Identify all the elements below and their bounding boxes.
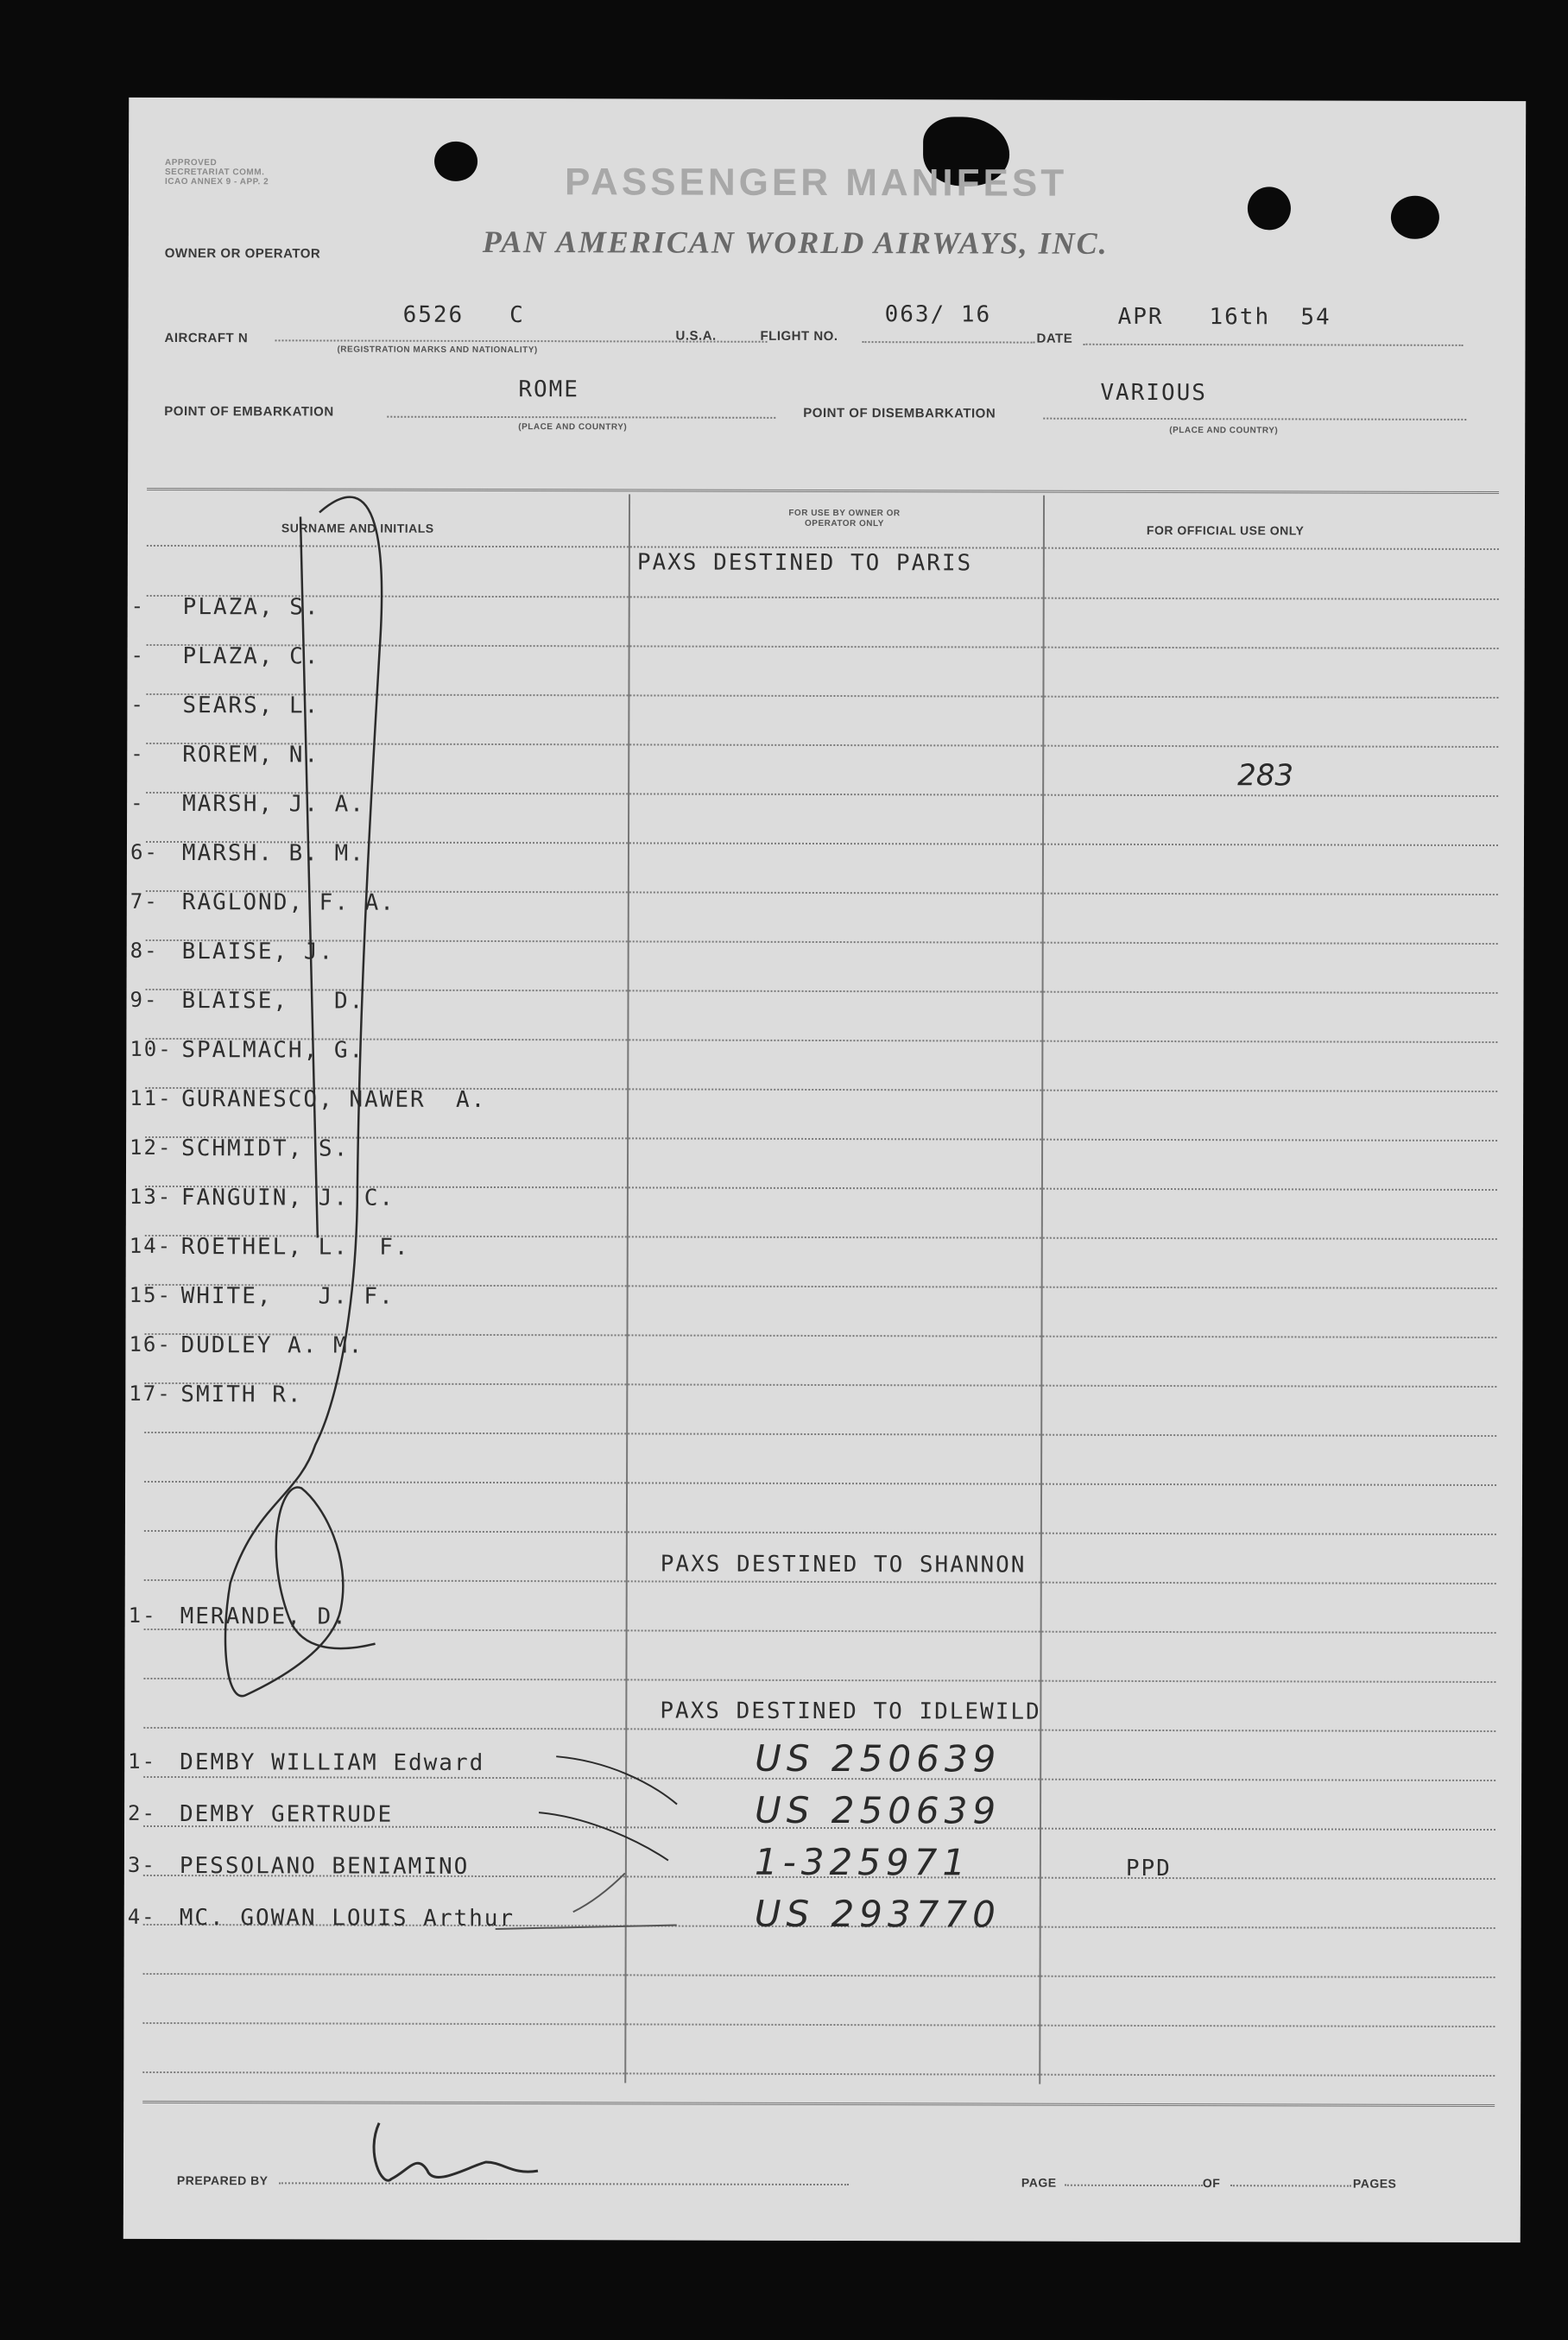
col-owner-header: FOR USE BY OWNER OR OPERATOR ONLY — [788, 508, 901, 529]
passenger-name: ROREM, N. — [182, 742, 320, 768]
passenger-number: 1- — [128, 1749, 157, 1774]
passenger-name: DUDLEY A. M. — [180, 1332, 364, 1359]
passenger-number: 13- — [129, 1184, 173, 1210]
company-name: PAN AMERICAN WORLD AIRWAYS, INC. — [482, 224, 1109, 261]
passenger-name: MC. GOWAN LOUIS Arthur — [179, 1905, 515, 1932]
passenger-name: MERANDE, D. — [180, 1603, 348, 1630]
passenger-name: PLAZA, S. — [182, 594, 320, 621]
official-note: PPD — [1125, 1855, 1172, 1882]
col-surname-header: SURNAME AND INITIALS — [281, 521, 434, 535]
passenger-number: 3- — [127, 1852, 156, 1877]
passport-note: US 250639 — [755, 1736, 1002, 1780]
passenger-number: - — [130, 790, 145, 815]
passenger-number: 8- — [130, 938, 159, 963]
of-label: OF — [1202, 2176, 1221, 2191]
embarkation-label: POINT OF EMBARKATION — [164, 403, 334, 420]
flight-value: 063/ 16 — [884, 301, 992, 328]
passenger-number: 9- — [130, 987, 159, 1012]
passport-note: US 250639 — [754, 1788, 1002, 1832]
passenger-name: DEMBY WILLIAM Edward — [180, 1749, 485, 1776]
aircraft-label: AIRCRAFT N — [164, 330, 249, 346]
passenger-number: - — [130, 642, 146, 667]
passenger-name: FANGUIN, J. C. — [180, 1185, 395, 1211]
prepared-label: PREPARED BY — [176, 2173, 269, 2188]
place-caption-1: (PLACE AND COUNTRY) — [518, 422, 628, 433]
aircraft-value: 6526 C — [402, 301, 525, 329]
passenger-number: - — [130, 593, 146, 618]
flight-label: FLIGHT NO. — [760, 328, 838, 345]
passenger-name: MARSH, J. A. — [182, 791, 365, 818]
passenger-name: BLAISE, D. — [181, 988, 365, 1015]
place-caption-2: (PLACE AND COUNTRY) — [1169, 426, 1279, 436]
registration-caption: (REGISTRATION MARKS AND NATIONALITY) — [337, 345, 538, 356]
passenger-name: PLAZA, C. — [182, 643, 320, 670]
date-label: DATE — [1036, 331, 1073, 346]
passenger-number: 14- — [129, 1233, 173, 1259]
section-paris: PAXS DESTINED TO PARIS — [636, 549, 973, 577]
passenger-number: 17- — [129, 1381, 172, 1407]
passenger-name: WHITE, J. F. — [180, 1283, 395, 1310]
approval-note: APPROVED SECRETARIAT COMM. ICAO ANNEX 9 - APP. 2 — [164, 157, 269, 187]
passenger-name: ROETHEL, L. F. — [180, 1234, 410, 1261]
official-mark: 283 — [1237, 758, 1294, 794]
passenger-number: 6- — [130, 839, 159, 864]
passenger-number: 10- — [130, 1036, 173, 1062]
passenger-number: 4- — [127, 1904, 156, 1929]
page-line — [1065, 2185, 1203, 2186]
page-label: PAGE — [1021, 2175, 1057, 2190]
passport-note: US 293770 — [754, 1892, 1001, 1936]
passenger-name: BLAISE, J. — [181, 939, 335, 965]
section-shannon: PAXS DESTINED TO SHANNON — [660, 1551, 1027, 1578]
passenger-number: 2- — [128, 1800, 156, 1825]
passenger-name: DEMBY GERTRUDE — [180, 1801, 394, 1828]
passenger-number: 7- — [130, 889, 159, 914]
manifest-sheet — [123, 98, 1526, 2242]
passenger-name: SCHMIDT, S. — [181, 1135, 350, 1162]
passenger-number: 11- — [130, 1085, 173, 1111]
passenger-name: MARSH. B. M. — [181, 840, 365, 867]
disembarkation-value: VARIOUS — [1100, 379, 1207, 407]
passenger-name: SPALMACH, G. — [181, 1037, 365, 1064]
passenger-number: - — [130, 741, 145, 766]
handwritten-bracket — [123, 98, 1526, 2242]
passenger-name: SMITH R. — [180, 1382, 303, 1408]
owner-label: OWNER OR OPERATOR — [164, 245, 321, 262]
form-title: PASSENGER MANIFEST — [564, 161, 1068, 205]
passenger-name: GURANESCO, NAWER A. — [181, 1086, 487, 1113]
col-official-header: FOR OFFICIAL USE ONLY — [1146, 522, 1305, 538]
passenger-number: 15- — [129, 1282, 173, 1308]
passenger-number: - — [130, 692, 145, 717]
passenger-number: 12- — [130, 1135, 173, 1161]
passenger-number: 16- — [129, 1331, 172, 1357]
passenger-number: 1- — [128, 1603, 157, 1628]
disembarkation-label: POINT OF DISEMBARKATION — [803, 405, 996, 421]
passenger-name: SEARS, L. — [182, 693, 320, 719]
usa-label: U.S.A. — [675, 328, 717, 344]
section-idlewild: PAXS DESTINED TO IDLEWILD — [660, 1698, 1041, 1725]
embarkation-value: ROME — [518, 376, 580, 403]
of-line — [1230, 2185, 1351, 2186]
passenger-name: PESSOLANO BENIAMINO — [179, 1853, 470, 1880]
passenger-name: RAGLOND, F. A. — [181, 889, 396, 916]
passport-note: 1-325971 — [754, 1840, 971, 1884]
pages-label: PAGES — [1352, 2176, 1397, 2191]
date-value: APR 16th 54 — [1117, 303, 1331, 331]
